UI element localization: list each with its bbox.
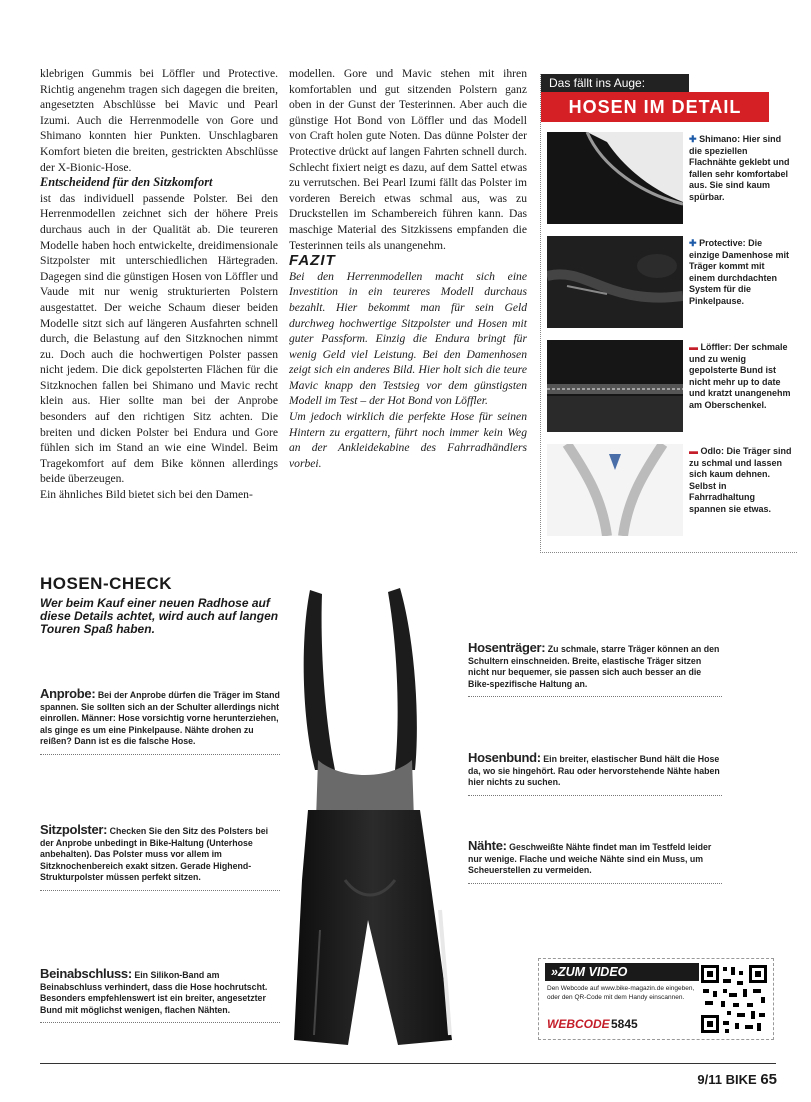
cross-icon: ✚ bbox=[689, 238, 697, 248]
issue-label: 9/11 BIKE bbox=[697, 1072, 757, 1087]
cross-icon: ✚ bbox=[689, 134, 697, 144]
callout-hosentraeger: Hosenträger: Zu schmale, starre Träger können an den Schultern einschneiden. Breite, elastische Träger sitzen nicht nur bequemer, sie passen sich auch besser an die Bike-spezifische Haltung an. bbox=[468, 642, 722, 697]
detail-item-odlo bbox=[547, 444, 793, 539]
detail-photo bbox=[547, 340, 683, 432]
fazit-paragraph: Bei den Herrenmodellen macht sich eine Investition in ein teureres Modell durchaus bezahlt. Hier bekommt man für sein Geld durchweg hochwertige Sitzpolster und Hosen mit guter Passform. Einzig die Endura bringt für wenig Geld viel Leistung. Bei den Damenhosen zeigt sich ein anderes Bild. Hier holt sich die teure Mavic knapp den Testsieg vor dem günstigsten Modell im Test – der Hot Bond von Löffler. bbox=[289, 269, 527, 408]
minus-icon: ▬ bbox=[689, 446, 698, 456]
paragraph: klebrigen Gummis bei Löffler und Protective. Richtig angenehm tragen sich dagegen die breiten, angesetzten Abschlüsse bei Mavic und Pearl Izumi. Auch die Herrenmodelle von Gore und Shimano konnten hier Punkten. Unschlagbaren Komfort bieten die breiten, gestrickten Abschlüsse der X-Bionic-Hose. bbox=[40, 67, 278, 174]
detail-caption: ▬ Odlo: Die Träger sind zu schmal und lassen sich kaum dehnen. Selbst in Fahrradhaltung spannen sie etwas. bbox=[689, 446, 792, 514]
callout-anprobe: Anprobe: Bei der Anprobe dürfen die Träger im Stand spannen. Sie sollten sich an der Schulter allerdings nicht einrollen. Männer: Hose vorsichtig vorne herunterziehen, als ginge es um eine Pinkelpause. Nähte drohen zu reißen? Dann ist es die falsche Hose. bbox=[40, 688, 280, 755]
detail-caption: ▬ Löffler: Der schmale und zu wenig gepolsterte Bund ist nicht mehr up to date und kratzt unangenehm am Oberschenkel. bbox=[689, 342, 791, 410]
detail-photo bbox=[547, 236, 683, 328]
page-folio bbox=[697, 1071, 777, 1088]
hosen-check-subtitle: Wer beim Kauf einer neuen Radhose auf diese Details achtet, wird auch auf langen Touren Spaß haben. bbox=[40, 596, 279, 636]
article-column-1 bbox=[40, 66, 278, 503]
page-number: 65 bbox=[760, 1071, 777, 1088]
callout-hosenbund: Hosenbund: Ein breiter, elastischer Bund hält die Hose da, wo sie hingehört. Rau oder hervorstehende Nähte haben hier nichts zu suchen. bbox=[468, 752, 722, 796]
paragraph: modellen. Gore und Mavic stehen mit ihren komfortablen und gut sitzenden Polstern ganz oben in der Gunst der Testerinnen. Aber auch die günstige Hot Bond von Löffler und das Modell von Craft holen gute Noten. Das dünne Polster der Protective drückt auf langen Fahrten schnell durch. Schlecht fixiert neigt es dazu, auf dem Sattel etwas zu verrutschen. Bei Pearl Izumi fällt das Polster im vorderen Bereich etwas schmal aus, was zu Druckstellen im Schambereich führen kann. Das maschige Material des Sitzkissens empfanden die Testerinnen teils als unangenehm. bbox=[289, 67, 527, 252]
detail-photo bbox=[547, 132, 683, 224]
detail-photo bbox=[547, 444, 683, 536]
detail-caption: ✚ Protective: Die einzige Damenhose mit Träger kommt mit einem durchdachten System für die Pinkelpause. bbox=[689, 238, 790, 306]
callout-sitzpolster: Sitzpolster: Checken Sie den Sitz des Polsters bei der Anprobe unbedingt in Bike-Haltung (Unterhose anbehalten). Das Polster muss vor allem im Sitzknochenbereich exakt sitzen. Gerade Highend-Strukturpolster müssen perfekt sitzen. bbox=[40, 824, 280, 891]
article-column-2 bbox=[289, 66, 527, 471]
detail-item-shimano bbox=[547, 132, 793, 227]
fazit-paragraph: Um jedoch wirklich die perfekte Hose für seinen Hintern zu ergattern, führt noch immer kein Weg an der Ankleidekabine des Fahrradhändlers vorbei. bbox=[289, 410, 527, 470]
video-box bbox=[538, 958, 774, 1040]
sidebar-tag: Das fällt ins Auge: bbox=[541, 74, 689, 92]
bib-shorts-image bbox=[280, 580, 480, 1050]
qr-code-icon[interactable] bbox=[699, 963, 769, 1035]
webcode-number[interactable]: 5845 bbox=[611, 1017, 638, 1031]
callout-naehte: Nähte: Geschweißte Nähte findet man im Testfeld leider nur wenige. Flache und weiche Nähte sind ein Muss, um Scheuerstellen zu vermeiden. bbox=[468, 840, 722, 884]
minus-icon: ▬ bbox=[689, 342, 698, 352]
detail-item-protective bbox=[547, 236, 793, 331]
webcode-label: WEBCODE bbox=[547, 1017, 610, 1031]
paragraph: Ein ähnliches Bild bietet sich bei den Damen- bbox=[40, 488, 253, 502]
paragraph: ist das individuell passende Polster. Bei den Herrenmodellen zeichnet sich der höhere Preis durchaus auch in der Qualität ab. Die teureren Modelle haben hoch entwickelte, dreidimensionale Sitzpolster mit unterschiedlichen Härtegraden. Dagegen sind die günstigen Hosen von Löffler und Vaude mit nur wenig strukturierten Polstern ausgestattet. Der weiche Schaum dieser beiden Modelle sitzt sich auf längeren Ausfahrten schnell durch, die Belastung auf den Sitzknochen nimmt zu. Doch auch die hochwertigen Polster passen nicht jedem. Die dick gepolsterten Flächen für die Sitzknochen fallen bei Shimano und Mavic recht klein aus. Hier sollte man bei der Anprobe besonders auf den richtigen Sitz achten. Die breiten und dicken Polster bei Endura und Gore fühlen sich im Stand an wie eine Windel. Beim Tragekomfort auf dem Bike können allerdings beide überzeugen. bbox=[40, 191, 278, 486]
detail-caption: ✚ Shimano: Hier sind die speziellen Flachnähte geklebt und fallen sehr komfortabel aus. Sie sind kaum spürbar. bbox=[689, 134, 790, 202]
video-instructions: Den Webcode auf www.bike-magazin.de eingeben, oder den QR-Code mit dem Handy einscannen. bbox=[547, 985, 695, 1001]
detail-sidebar bbox=[540, 74, 797, 553]
sidebar-title: HOSEN IM DETAIL bbox=[541, 92, 769, 122]
video-heading: »ZUM VIDEO bbox=[545, 963, 701, 981]
callout-beinabschluss: Beinabschluss: Ein Silikon-Band am Beinabschluss verhindert, dass die Hose hochrutscht. Besonders empfehlenswert ist ein breiter, angesetzter Bund mit möglichst wenigen, flachen Nähten. bbox=[40, 968, 280, 1023]
fazit-heading: FAZIT bbox=[289, 252, 336, 270]
subheading: Entscheidend für den Sitzkomfort bbox=[40, 175, 213, 190]
footer-rule bbox=[40, 1063, 776, 1064]
detail-item-loeffler bbox=[547, 340, 793, 435]
hosen-check-title: HOSEN-CHECK bbox=[40, 574, 173, 593]
